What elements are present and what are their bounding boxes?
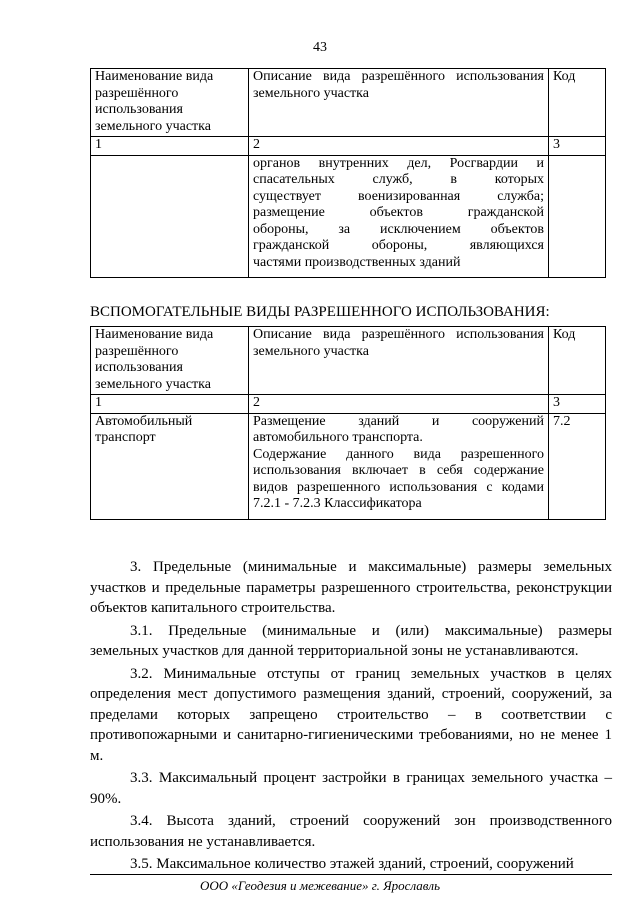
footer-divider	[90, 874, 612, 875]
header-name: Наименование вида разрешённого использования земельного участка	[91, 69, 249, 137]
table-header-row	[91, 327, 606, 395]
description-paragraph: Размещение зданий и сооружений автомобильного транспорта.	[253, 413, 544, 445]
header-name: Наименование вида разрешённого использования земельного участка	[91, 327, 249, 395]
col-num-1: 1	[91, 137, 249, 156]
col-num-3: 3	[549, 395, 606, 414]
auxiliary-use-table	[90, 326, 606, 520]
description-line: частями производственных зданий	[253, 254, 461, 270]
section-title: ВСПОМОГАТЕЛЬНЫЕ ВИДЫ РАЗРЕШЕННОГО ИСПОЛЬЗОВАНИЯ:	[90, 304, 550, 320]
header-description: Описание вида разрешённого использования земельного участка	[249, 69, 549, 137]
paragraph: 3.5. Максимальное количество этажей зданий, строений, сооружений	[130, 856, 574, 872]
permitted-use-table-main	[90, 68, 606, 278]
table-row	[91, 155, 606, 278]
col-num-2: 2	[249, 137, 549, 156]
header-code: Код	[549, 327, 606, 395]
table-row	[91, 413, 606, 519]
paragraph: 3.3. Максимальный процент застройки в границах земельного участка – 90%.	[90, 770, 612, 807]
col-num-1: 1	[91, 395, 249, 414]
use-name-cell	[91, 155, 249, 278]
description-line: органов внутренних дел, Росгвардии и	[253, 155, 544, 171]
description-line: существует военизированная служба;	[253, 188, 544, 204]
use-description-cell	[249, 155, 549, 278]
description-line: спасательных служб, в которых	[253, 172, 544, 187]
table-number-row	[91, 137, 606, 156]
use-description-cell	[249, 413, 549, 519]
table-header-row	[91, 69, 606, 137]
header-description: Описание вида разрешённого использования земельного участка	[249, 327, 549, 395]
page-footer: ООО «Геодезия и межевание» г. Ярославль	[199, 878, 441, 893]
paragraph: 3. Предельные (минимальные и максимальные) размеры земельных участков и предельные параметры разрешенного строительства, реконструкции объектов капитального строительства.	[90, 559, 612, 616]
paragraph: 3.4. Высота зданий, строений сооружений зон производственного использования не устанавливается.	[90, 813, 612, 850]
description-paragraph: Содержание данного вида разрешенного использования включает в себя содержание видов разрешенного использования с кодами 7.2.1 - 7.2.3 Классификатора	[253, 446, 544, 511]
page-number: 43	[313, 40, 327, 55]
use-code-cell	[549, 155, 606, 278]
body-text	[90, 557, 612, 877]
paragraph: 3.2. Минимальные отступы от границ земельных участков в целях определения мест допустимого размещения зданий, строений, сооружений, за пределами которых запрещено строительство – в соответствии с противопожарными и санитарно-гигиеническими требованиями, но не менее 1 м.	[90, 665, 612, 764]
use-name-cell: Автомобильный транспорт	[91, 413, 249, 519]
col-num-3: 3	[549, 137, 606, 156]
description-line: размещение объектов гражданской	[253, 205, 544, 220]
use-code-cell: 7.2	[549, 413, 606, 519]
paragraph: 3.1. Предельные (минимальные и (или) максимальные) размеры земельных участков для данной территориальной зоны не устанавливаются.	[90, 622, 612, 659]
description-line: обороны, за исключением объектов	[253, 221, 544, 237]
table-number-row	[91, 395, 606, 414]
header-code: Код	[549, 69, 606, 137]
description-line: гражданской обороны, являющихся	[253, 238, 544, 253]
col-num-2: 2	[249, 395, 549, 414]
